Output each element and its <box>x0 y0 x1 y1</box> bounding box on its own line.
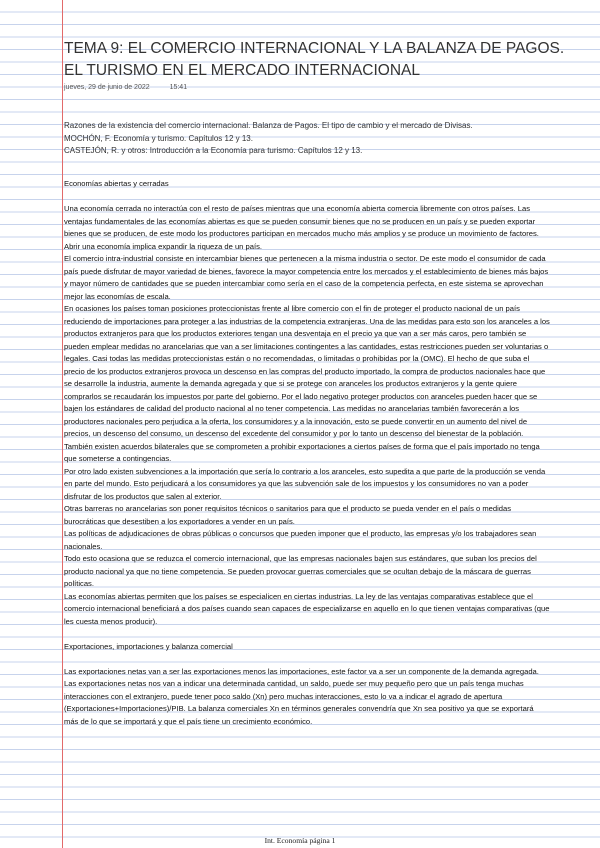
paragraph: Las exportaciones netas van a ser las exportaciones menos las importaciones, este factor va a ser un componente de la demanda agregada. Las exportaciones netas nos van a indicar una determinada cantidad, un saldo, puede ser muy pequeño pero que un país tenga muchas interacciones con el extranjero, puede tener poco saldo (Xn) pero muchas interacciones, esto lo va a indicar el agrado de apertura (Exportaciones+Importaciones)/PIB. La balanza comerciales Xn en términos generales convendría que Xn sea positivo ya que se exportará más de lo que se importará y que el país tiene un crecimiento económico. <box>64 666 539 726</box>
paragraph: Las economías abiertas permiten que los países se especialicen en ciertas industrias. La ley de las ventajas comparativas establece que el comercio internacional beneficiará a dos países cuando sean capaces de especializarse en aquello en lo que tienen ventajas comparativas (que les cuesta menos producir). <box>64 591 550 626</box>
paragraph: El comercio intra-industrial consiste en intercambiar bienes que pertenecen a la misma industria o sector. De este modo el consumidor de cada país puede disfrutar de mayor variedad de bienes, favorece la mayor competencia entre los mercados y el establecimiento de bienes más bajos y mayor número de cantidades que se pueden intercambiar como sería en el caso de la competencia perfecta, en este sistema se aprovechan mejor las economías de escala. <box>64 254 549 301</box>
paragraph: Una economía cerrada no interactúa con el resto de países mientras que una economía abierta comercia libremente con otros países. Las ventajas fundamentales de las economías abiertas es que se pueden consumir bienes que no se producen en un país y se pueden exportar bienes que se producen, de este modo los productores participan en mercados mucho más amplios y se produce un movimiento de factores. Abrir una economía implica expandir la riqueza de un país. <box>64 204 539 251</box>
paragraph: Otras barreras no arancelarias son poner requisitos técnicos o sanitarios para que el producto se pueda vender en el país o medidas burocráticas que desestiben a los exportadores a vender en un país. <box>64 504 512 526</box>
paragraph: Todo esto ocasiona que se reduzca el comercio internacional, que las empresas nacionales bajen sus estándares, que suban los precios del producto nacional ya que no tiene competencia. Se pueden provocar guerras comerciales que se ocultan debajo de la máscara de guerras políticas. <box>64 554 537 588</box>
page-time: 15:41 <box>169 84 188 91</box>
paragraph: Por otro lado existen subvenciones a la importación que sería lo contrario a los aranceles, esto supedita a que parte de la producción se venda en parte del mundo. Esto perjudicará a los consumidores ya que las subvención sale de los impuestos y los consumidores no van a poder disfrutar de los productos que salen al exterior. <box>64 466 546 501</box>
page-footer: Int. Economía página 1 <box>264 836 336 845</box>
page-title: TEMA 9: EL COMERCIO INTERNACIONAL Y LA BALANZA DE PAGOS. EL TURISMO EN EL MERCADO INTERNACIONAL <box>64 40 565 79</box>
section-heading: Economías abiertas y cerradas <box>64 179 169 188</box>
note-content <box>64 178 550 728</box>
paragraph: En ocasiones los países toman posiciones proteccionistas frente al libre comercio con el fin de proteger el producto nacional de un país reduciendo de importaciones para proteger a las industrias de la competencia extranjeras. Una de las medidas para esto son los aranceles a los productos extranjeros para que los productos exteriores tengan una desventaja en el precio ya que van a ser más caros, pero también se pueden emplear medidas no arancelarias que van a ser limitaciones contingentes a las cantidades, estas restricciones pueden ser voluntarias o legales. Casi todas las medidas proteccionistas están o no recomendadas, o limitadas o prohibidas por la (OMC). El hecho de que suba el precio de los productos extranjeros provoca un descenso en las compras del producto importado, la compra de productos nacionales hace que se desarrolle la industria, aumente la demanda agregada y que si se protege con aranceles los productos extranjeros y la gente quiere comprarlos se recaudarán los impuestos por parte del gobierno. Por el lado negativo proteger productos con aranceles pueden hacer que se bajen los estándares de calidad del producto nacional al no tener competencia. Las medidas no arancelarias también favorecerán a los productores nacionales pero perjudica a la oferta, los consumidores y a la innovación, esto se puede convertir en un aumento del nivel de precios, un descenso del consumo, un descenso del excedente del consumidor y por lo tanto un descenso del bienestar de la población. <box>64 304 550 438</box>
paragraph: Las políticas de adjudicaciones de obras públicas o concursos que pueden imponer que el producto, las empresas y/o los trabajadores sean nacionales. <box>64 529 537 551</box>
reference-line: Razones de la existencia del comercio internacional. Balanza de Pagos. El tipo de cambio y el mercado de Divisas. <box>64 121 473 130</box>
section-heading: Exportaciones, importaciones y balanza comercial <box>64 641 233 651</box>
page-meta <box>64 84 205 91</box>
page-date: jueves, 29 de junio de 2022 <box>64 84 150 91</box>
reference-line: MOCHÓN, F. Economía y turismo. Capítulos 12 y 13. <box>64 133 253 143</box>
margin-line <box>62 0 63 848</box>
reference-line: CASTEJÓN, R. y otros: Introducción a la Economía para turismo. Capítulos 12 y 13. <box>64 146 363 155</box>
references-block <box>64 120 584 158</box>
paragraph: También existen acuerdos bilaterales que se comprometen a prohibir exportaciones a ciertos países de forma que el país importado no tenga que someterse a contingencias. <box>64 441 540 463</box>
